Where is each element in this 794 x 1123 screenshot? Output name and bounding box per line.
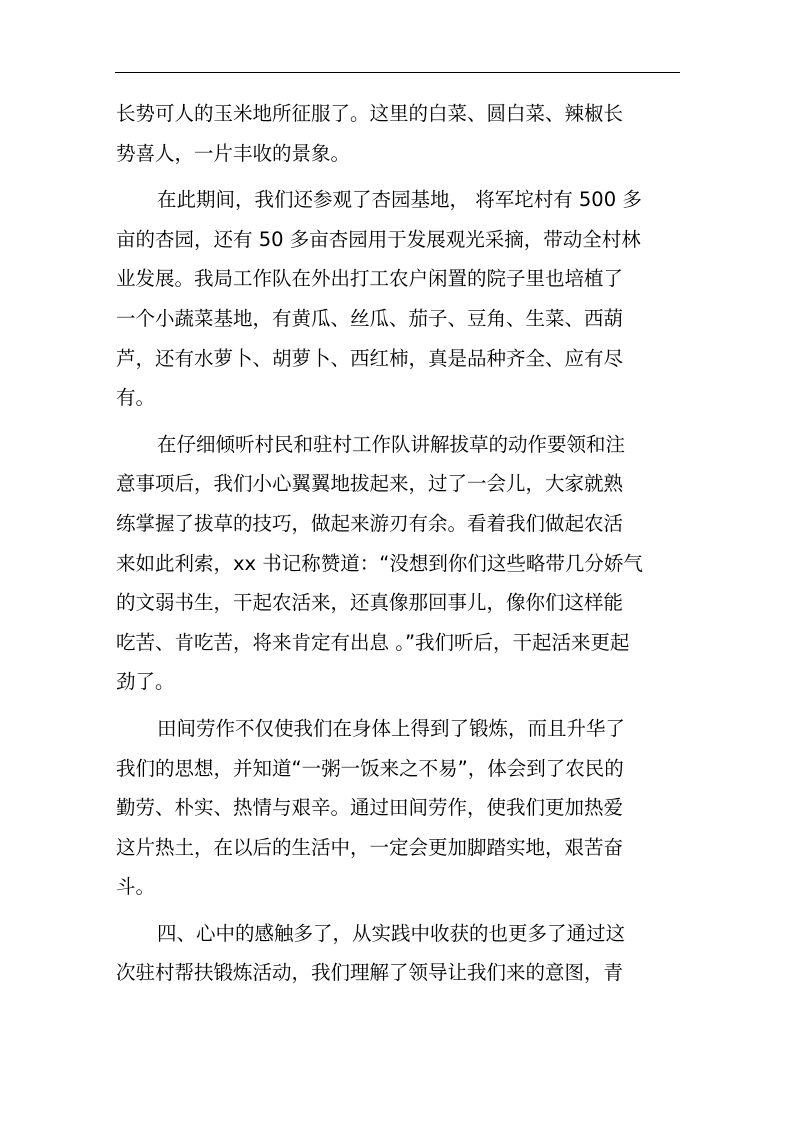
body-text bbox=[116, 94, 682, 993]
paragraph bbox=[116, 94, 682, 173]
text-line bbox=[116, 709, 682, 749]
text-line: 亩的杏园，还有 50 多亩杏园用于发展观光采摘，带动全村林 bbox=[116, 227, 641, 251]
text-line-content: 在此期间，我们还参观了杏园基地， 将军坨村有 500 多 bbox=[157, 188, 642, 212]
header-rule bbox=[115, 72, 680, 73]
text-line: 意事项后，我们小心翼翼地拔起来，过了一会儿，大家就熟 bbox=[116, 472, 624, 496]
text-line bbox=[116, 425, 682, 465]
text-line: 我们的思想，并知道“一粥一饭来之不易”，体会到了农民的 bbox=[116, 756, 624, 780]
text-line: 业发展。我局工作队在外出打工农户闲置的院子里也培植了 bbox=[116, 267, 624, 291]
text-line: 斗。 bbox=[116, 875, 156, 899]
paragraph bbox=[116, 180, 682, 418]
text-line: 吃苦、肯吃苦，将来肯定有出息 。”我们听后，干起活来更起 bbox=[116, 630, 630, 654]
text-line bbox=[116, 180, 682, 220]
paragraph bbox=[116, 914, 682, 993]
text-line: 来如此利索，xx 书记称赞道：“没想到你们这些略带几分娇气 bbox=[116, 551, 643, 575]
text-line: 长势可人的玉米地所征服了。这里的白菜、圆白菜、辣椒长 bbox=[116, 102, 624, 125]
text-line: 劲了。 bbox=[116, 670, 175, 694]
paragraph bbox=[116, 709, 682, 907]
text-line bbox=[116, 914, 682, 954]
text-line-content: 田间劳作不仅使我们在身体上得到了锻炼，而且升华了 bbox=[157, 716, 626, 740]
text-line: 这片热土，在以后的生活中，一定会更加脚踏实地，艰苦奋 bbox=[116, 835, 624, 859]
text-line-content: 在仔细倾听村民和驻村工作队讲解拔草的动作要领和注 bbox=[157, 432, 626, 456]
text-line: 的文弱书生，干起农活来，还真像那回事儿，像你们这样能 bbox=[116, 591, 624, 615]
text-line: 一个小蔬菜基地，有黄瓜、丝瓜、茄子、豆角、生菜、西葫 bbox=[116, 306, 624, 330]
text-line: 勤劳、朴实、热情与艰辛。通过田间劳作，使我们更加热爱 bbox=[116, 796, 624, 820]
text-line: 势喜人，一片丰收的景象。 bbox=[116, 141, 351, 165]
paragraph bbox=[116, 425, 682, 702]
text-line: 次驻村帮扶锻炼活动，我们理解了领导让我们来的意图，青 bbox=[116, 961, 624, 985]
text-line-content: 四、心中的感触多了，从实践中收获的也更多了通过这 bbox=[157, 921, 626, 945]
text-line: 芦，还有水萝卜、胡萝卜、西红柿，真是品种齐全、应有尽 bbox=[116, 346, 624, 370]
text-line: 有。 bbox=[116, 386, 156, 410]
text-line: 练掌握了拔草的技巧，做起来游刃有余。看着我们做起农活 bbox=[116, 511, 624, 535]
